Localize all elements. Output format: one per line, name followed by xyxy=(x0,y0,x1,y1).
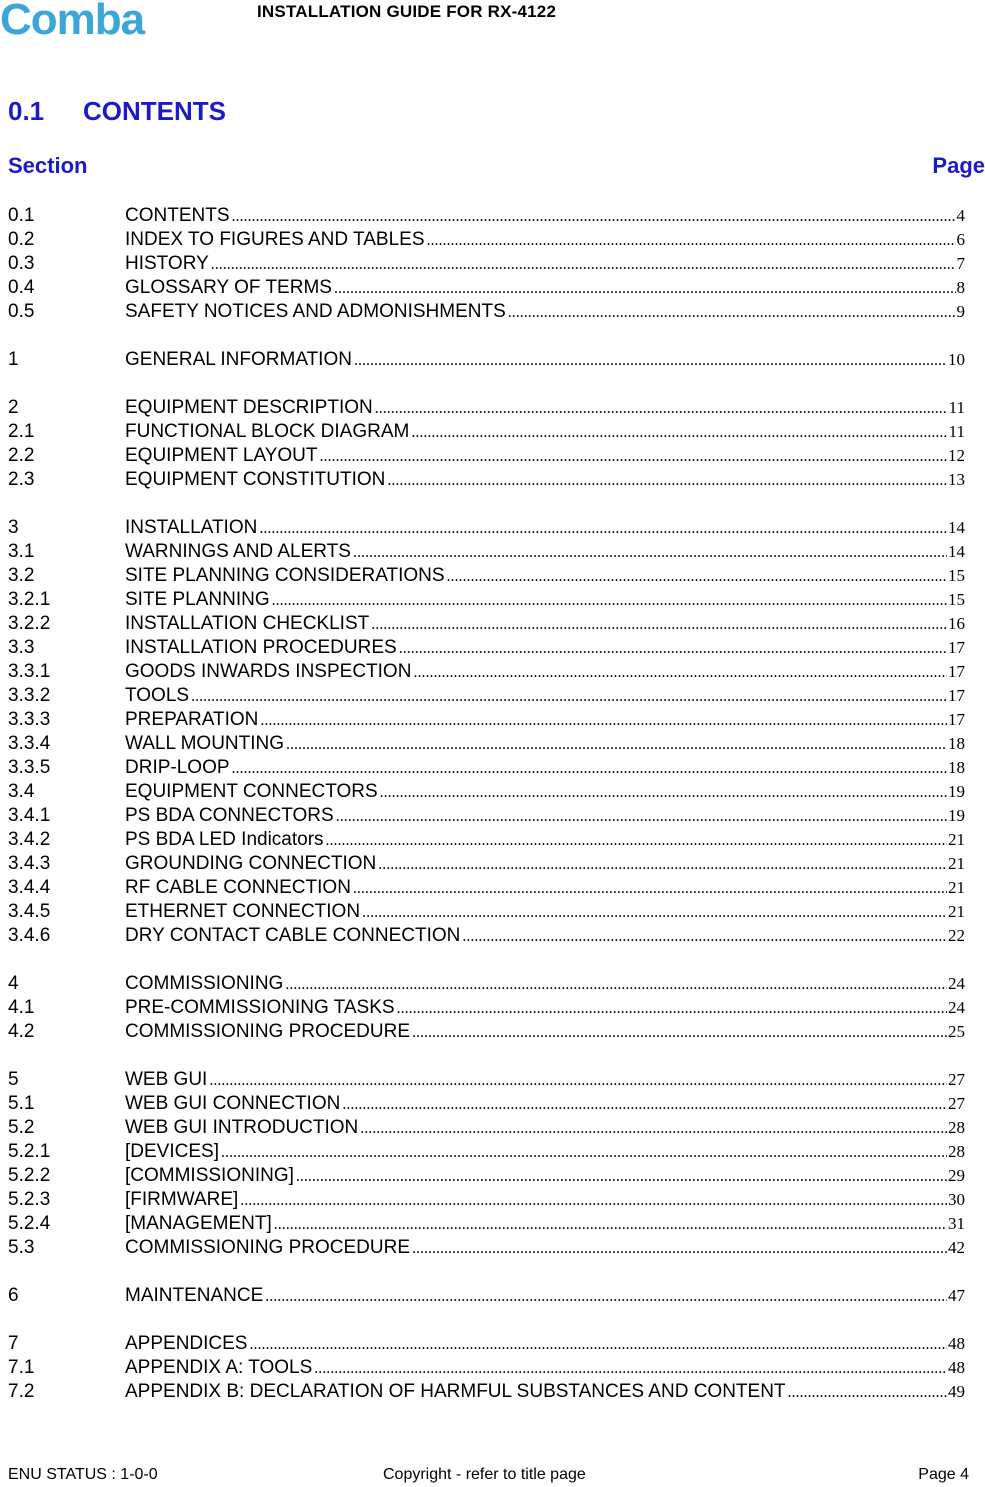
toc-entry-page: 18 xyxy=(948,734,965,753)
toc-entry-title xyxy=(125,852,947,877)
toc-entry-title xyxy=(125,876,947,901)
toc-entry-title xyxy=(125,204,956,229)
toc-entry-title-text: COMMISSIONING PROCEDURE xyxy=(125,1021,411,1042)
toc-entry-title xyxy=(125,804,947,829)
toc-entry-page: 16 xyxy=(948,614,965,633)
toc-entry-number: 5.1 xyxy=(8,1093,35,1114)
toc-entry-page: 17 xyxy=(948,662,965,681)
toc-entry[interactable] xyxy=(8,468,965,492)
toc-entry[interactable] xyxy=(8,828,965,852)
toc-entry-page: 31 xyxy=(948,1214,965,1233)
toc-entry-title-text: INSTALLATION CHECKLIST xyxy=(125,613,370,634)
toc-entry[interactable] xyxy=(8,852,965,876)
toc-entry[interactable] xyxy=(8,588,965,612)
toc-entry[interactable] xyxy=(8,564,965,588)
toc-entry-page: 12 xyxy=(948,446,965,465)
toc-entry[interactable] xyxy=(8,660,965,684)
toc-entry-title xyxy=(125,924,947,949)
toc-entry-number: 4.1 xyxy=(8,997,35,1018)
toc-entry-number: 5 xyxy=(8,1069,19,1090)
toc-entry-number: 0.2 xyxy=(8,229,35,250)
toc-entry-number: 5.2.1 xyxy=(8,1141,51,1162)
toc-entry-number: 3.4.5 xyxy=(8,901,51,922)
toc-entry-page: 24 xyxy=(948,974,965,993)
toc-entry-title-text: [DEVICES] xyxy=(125,1141,219,1162)
toc-entry-title-text: CONTENTS xyxy=(125,205,230,226)
toc-entry-page: 21 xyxy=(948,902,965,921)
toc-entry-title-text: INSTALLATION PROCEDURES xyxy=(125,637,397,658)
toc-entry-title-text: EQUIPMENT CONNECTORS xyxy=(125,781,378,802)
toc-entry-title xyxy=(125,972,947,997)
section-column-label: Section xyxy=(8,153,88,178)
toc-entry-title xyxy=(125,516,947,541)
toc-entry-page: 14 xyxy=(948,518,965,537)
toc-entry-number: 3.1 xyxy=(8,541,35,562)
toc-entry-number: 4.2 xyxy=(8,1021,35,1042)
toc-entry-page: 48 xyxy=(948,1358,965,1377)
toc-entry-number: 3.3.3 xyxy=(8,709,51,730)
toc-entry-page: 10 xyxy=(948,350,965,369)
toc-entry-title xyxy=(125,684,947,709)
toc-entry[interactable] xyxy=(8,1140,965,1164)
toc-entry-number: 7.1 xyxy=(8,1357,35,1378)
toc-entry-title xyxy=(125,660,947,685)
toc-entry-title xyxy=(125,828,947,853)
toc-entry-page: 28 xyxy=(948,1118,965,1137)
toc-entry-number: 3.4.1 xyxy=(8,805,51,826)
toc-entry-number: 3.3 xyxy=(8,637,35,658)
toc-entry-title xyxy=(125,612,947,637)
toc-entry-number: 3.2 xyxy=(8,565,35,586)
toc-entry-page: 14 xyxy=(948,542,965,561)
toc-entry-page: 24 xyxy=(948,998,965,1017)
toc-entry-title-text: ETHERNET CONNECTION xyxy=(125,901,361,922)
toc-entry-page: 21 xyxy=(948,878,965,897)
footer-status: ENU STATUS : 1-0-0 xyxy=(8,1466,158,1483)
toc-entry-title xyxy=(125,420,948,445)
toc-entry[interactable] xyxy=(8,756,965,780)
toc-entry[interactable] xyxy=(8,1212,965,1236)
toc-entry[interactable] xyxy=(8,1236,965,1260)
table-of-contents xyxy=(8,204,965,1404)
toc-entry-title-text: SITE PLANNING CONSIDERATIONS xyxy=(125,565,445,586)
toc-entry[interactable] xyxy=(8,612,965,636)
toc-entry-title xyxy=(125,1188,947,1213)
toc-entry[interactable] xyxy=(8,636,965,660)
toc-entry[interactable] xyxy=(8,732,965,756)
toc-entry-title xyxy=(125,1092,947,1117)
toc-entry-number: 6 xyxy=(8,1285,19,1306)
toc-entry-page: 11 xyxy=(948,398,965,417)
toc-entry-title xyxy=(125,636,947,661)
toc-entry-number: 5.2.3 xyxy=(8,1189,51,1210)
toc-entry-page: 11 xyxy=(948,422,965,441)
toc-entry-number: 3.2.1 xyxy=(8,589,51,610)
toc-entry[interactable] xyxy=(8,420,965,444)
toc-entry-title-text: [MANAGEMENT] xyxy=(125,1213,272,1234)
toc-entry[interactable] xyxy=(8,972,965,996)
toc-entry-title xyxy=(125,1116,947,1141)
toc-entry-title xyxy=(125,1164,947,1189)
toc-entry-number: 3 xyxy=(8,517,19,538)
toc-entry-title-text: SITE PLANNING xyxy=(125,589,270,610)
toc-entry-page: 21 xyxy=(948,854,965,873)
toc-entry-title-text: APPENDICES xyxy=(125,1333,248,1354)
toc-entry[interactable] xyxy=(8,1164,965,1188)
toc-entry-number: 7.2 xyxy=(8,1381,35,1402)
toc-entry-title-text: [COMMISSIONING] xyxy=(125,1165,294,1186)
toc-entry-title xyxy=(125,1140,947,1165)
toc-entry-page: 13 xyxy=(948,470,965,489)
toc-entry[interactable] xyxy=(8,780,965,804)
toc-entry[interactable] xyxy=(8,1380,965,1404)
toc-entry[interactable] xyxy=(8,876,965,900)
toc-entry-number: 0.3 xyxy=(8,253,35,274)
toc-entry-page: 25 xyxy=(948,1022,965,1041)
toc-entry-title xyxy=(125,1284,947,1309)
toc-entry[interactable] xyxy=(8,900,965,924)
toc-entry[interactable] xyxy=(8,348,965,372)
toc-entry-number: 4 xyxy=(8,973,19,994)
toc-entry[interactable] xyxy=(8,540,965,564)
toc-entry-title xyxy=(125,228,956,253)
toc-entry[interactable] xyxy=(8,204,965,228)
toc-entry-title-text: GENERAL INFORMATION xyxy=(125,349,352,370)
toc-entry-page: 19 xyxy=(948,806,965,825)
toc-entry-title-text: COMMISSIONING PROCEDURE xyxy=(125,1237,411,1258)
toc-entry-number: 2 xyxy=(8,397,19,418)
toc-entry-number: 3.3.2 xyxy=(8,685,51,706)
toc-entry-title xyxy=(125,468,947,493)
toc-entry-title xyxy=(125,396,948,421)
toc-entry-title-text: PS BDA CONNECTORS xyxy=(125,805,334,826)
toc-entry-page: 47 xyxy=(948,1286,965,1305)
toc-entry-title-text: INDEX TO FIGURES AND TABLES xyxy=(125,229,425,250)
toc-entry[interactable] xyxy=(8,276,965,300)
document-title: INSTALLATION GUIDE FOR RX-4122 xyxy=(257,2,557,21)
toc-entry-number: 3.2.2 xyxy=(8,613,51,634)
toc-entry-page: 15 xyxy=(948,590,965,609)
toc-entry[interactable] xyxy=(8,804,965,828)
toc-entry-page: 17 xyxy=(948,710,965,729)
toc-entry-page: 17 xyxy=(948,686,965,705)
toc-entry-title-text: FUNCTIONAL BLOCK DIAGRAM xyxy=(125,421,410,442)
toc-entry-title xyxy=(125,564,947,589)
toc-entry-number: 1 xyxy=(8,349,19,370)
toc-entry-number: 5.3 xyxy=(8,1237,35,1258)
toc-entry-title-text: MAINTENANCE xyxy=(125,1285,264,1306)
toc-entry-title xyxy=(125,444,947,469)
toc-entry-title-text: HISTORY xyxy=(125,253,209,274)
footer-page-number: Page 4 xyxy=(918,1466,969,1483)
toc-entry[interactable] xyxy=(8,1188,965,1212)
toc-entry-title-text: [FIRMWARE] xyxy=(125,1189,239,1210)
toc-entry-title xyxy=(125,276,956,301)
toc-entry-title-text: EQUIPMENT LAYOUT xyxy=(125,445,318,466)
toc-entry-number: 0.1 xyxy=(8,205,35,226)
logo-text: Comba xyxy=(0,0,145,40)
toc-entry[interactable] xyxy=(8,300,965,324)
toc-entry-page: 9 xyxy=(956,302,965,321)
toc-entry-number: 3.3.4 xyxy=(8,733,51,754)
toc-entry-number: 0.4 xyxy=(8,277,35,298)
toc-entry-number: 3.3.5 xyxy=(8,757,51,778)
toc-entry[interactable] xyxy=(8,924,965,948)
toc-entry[interactable] xyxy=(8,1332,965,1356)
toc-entry-number: 5.2 xyxy=(8,1117,35,1138)
toc-entry-page: 42 xyxy=(948,1238,965,1257)
toc-entry-title-text: GROUNDING CONNECTION xyxy=(125,853,377,874)
toc-entry-number: 0.5 xyxy=(8,301,35,322)
toc-entry-number: 5.2.2 xyxy=(8,1165,51,1186)
toc-entry-title xyxy=(125,1068,947,1093)
toc-entry-page: 27 xyxy=(948,1070,965,1089)
toc-entry-number: 3.4 xyxy=(8,781,35,802)
toc-entry-title xyxy=(125,756,947,781)
toc-entry-page: 4 xyxy=(956,206,965,225)
contents-title: CONTENTS xyxy=(83,96,226,126)
toc-entry[interactable] xyxy=(8,1116,965,1140)
toc-entry[interactable] xyxy=(8,516,965,540)
toc-entry-title xyxy=(125,900,947,925)
toc-entry-title xyxy=(125,252,956,277)
toc-entry-title-text: WEB GUI INTRODUCTION xyxy=(125,1117,359,1138)
toc-entry-title-text: PS BDA LED Indicators xyxy=(125,829,324,850)
toc-entry-page: 27 xyxy=(948,1094,965,1113)
toc-entry-title-text: DRY CONTACT CABLE CONNECTION xyxy=(125,925,461,946)
toc-entry-number: 2.2 xyxy=(8,445,35,466)
toc-entry[interactable] xyxy=(8,708,965,732)
toc-entry-page: 28 xyxy=(948,1142,965,1161)
toc-entry[interactable] xyxy=(8,1356,965,1380)
toc-entry[interactable] xyxy=(8,1092,965,1116)
toc-entry-page: 48 xyxy=(948,1334,965,1353)
toc-entry-title-text: WARNINGS AND ALERTS xyxy=(125,541,351,562)
toc-entry-title-text: INSTALLATION xyxy=(125,517,258,538)
toc-entry-title-text: PREPARATION xyxy=(125,709,259,730)
toc-entry-title xyxy=(125,1356,947,1381)
toc-entry-number: 3.4.2 xyxy=(8,829,51,850)
toc-entry[interactable] xyxy=(8,1284,965,1308)
toc-entry-page: 8 xyxy=(956,278,965,297)
toc-entry-title-text: RF CABLE CONNECTION xyxy=(125,877,351,898)
toc-entry-page: 7 xyxy=(956,254,965,273)
toc-entry-number: 2.1 xyxy=(8,421,35,442)
toc-entry-title xyxy=(125,1380,947,1405)
toc-entry-number: 3.4.4 xyxy=(8,877,51,898)
toc-entry-title xyxy=(125,588,947,613)
toc-entry[interactable] xyxy=(8,1020,965,1044)
toc-entry-title xyxy=(125,300,956,325)
toc-entry[interactable] xyxy=(8,444,965,468)
toc-entry-title xyxy=(125,540,947,565)
toc-entry-title-text: PRE-COMMISSIONING TASKS xyxy=(125,997,395,1018)
toc-entry-page: 29 xyxy=(948,1166,965,1185)
toc-entry-page: 15 xyxy=(948,566,965,585)
toc-entry-title xyxy=(125,1212,947,1237)
toc-entry[interactable] xyxy=(8,996,965,1020)
toc-entry-page: 21 xyxy=(948,830,965,849)
toc-entry-number: 3.4.3 xyxy=(8,853,51,874)
toc-entry-title-text: GOODS INWARDS INSPECTION xyxy=(125,661,412,682)
toc-entry-title xyxy=(125,1332,947,1357)
toc-entry[interactable] xyxy=(8,252,965,276)
toc-entry-page: 49 xyxy=(948,1382,965,1401)
toc-entry-page: 22 xyxy=(948,926,965,945)
contents-number: 0.1 xyxy=(8,96,45,126)
toc-entry-title-text: SAFETY NOTICES AND ADMONISHMENTS xyxy=(125,301,506,322)
toc-entry-number: 2.3 xyxy=(8,469,35,490)
toc-entry-number: 7 xyxy=(8,1333,19,1354)
toc-entry[interactable] xyxy=(8,228,965,252)
toc-entry-page: 30 xyxy=(948,1190,965,1209)
toc-entry-title xyxy=(125,1020,947,1045)
toc-entry-page: 6 xyxy=(956,230,965,249)
toc-entry-title-text: WEB GUI CONNECTION xyxy=(125,1093,341,1114)
toc-entry[interactable] xyxy=(8,684,965,708)
comba-logo xyxy=(0,0,180,40)
toc-entry-title-text: GLOSSARY OF TERMS xyxy=(125,277,332,298)
toc-entry-number: 5.2.4 xyxy=(8,1213,51,1234)
page-column-label: Page xyxy=(932,153,985,178)
toc-entry-page: 18 xyxy=(948,758,965,777)
toc-entry-title-text: TOOLS xyxy=(125,685,190,706)
toc-entry-title xyxy=(125,780,947,805)
toc-entry-title-text: APPENDIX B: DECLARATION OF HARMFUL SUBSTANCES AND CONTENT xyxy=(125,1381,786,1402)
toc-entry-title xyxy=(125,996,947,1021)
toc-entry-title-text: EQUIPMENT DESCRIPTION xyxy=(125,397,373,418)
toc-entry-title-text: COMMISSIONING xyxy=(125,973,284,994)
toc-entry-title xyxy=(125,1236,947,1261)
toc-entry-title xyxy=(125,708,947,733)
footer-copyright: Copyright - refer to title page xyxy=(383,1466,586,1483)
toc-entry-title xyxy=(125,732,947,757)
toc-entry-page: 17 xyxy=(948,638,965,657)
toc-entry-title-text: EQUIPMENT CONSTITUTION xyxy=(125,469,386,490)
toc-entry-number: 3.3.1 xyxy=(8,661,51,682)
toc-entry-title-text: WEB GUI xyxy=(125,1069,208,1090)
toc-entry[interactable] xyxy=(8,396,965,420)
toc-entry-page: 19 xyxy=(948,782,965,801)
toc-entry-title-text: DRIP-LOOP xyxy=(125,757,230,778)
toc-entry-title-text: APPENDIX A: TOOLS xyxy=(125,1357,313,1378)
toc-entry-title-text: WALL MOUNTING xyxy=(125,733,285,754)
toc-entry[interactable] xyxy=(8,1068,965,1092)
toc-entry-number: 3.4.6 xyxy=(8,925,51,946)
contents-heading xyxy=(8,96,226,127)
toc-entry-title xyxy=(125,348,947,373)
